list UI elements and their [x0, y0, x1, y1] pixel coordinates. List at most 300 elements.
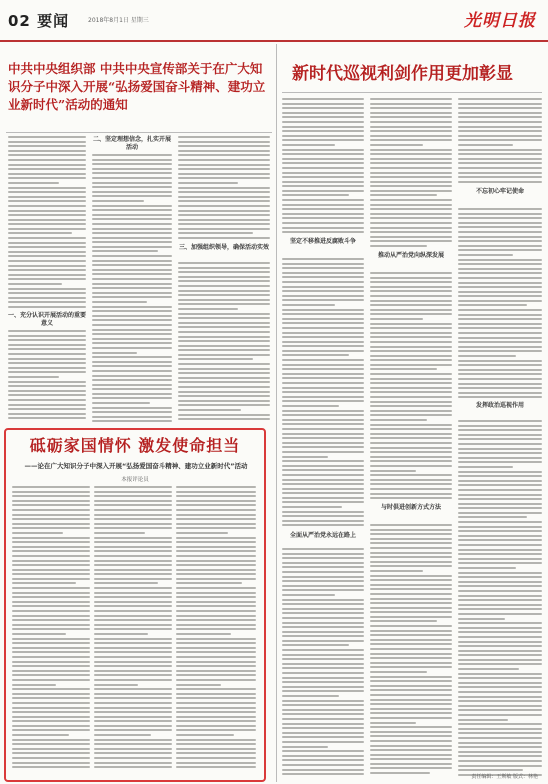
text-line [92, 301, 147, 303]
text-line [282, 350, 364, 352]
text-line [176, 569, 256, 571]
text-line [8, 200, 86, 202]
text-line [282, 387, 364, 389]
text-line [176, 509, 256, 511]
text-line [12, 560, 90, 562]
text-line [176, 684, 221, 686]
text-line [178, 145, 270, 147]
text-block [370, 524, 452, 776]
text-line [92, 292, 172, 294]
text-line [282, 299, 364, 301]
text-line [94, 578, 172, 580]
text-line [178, 322, 270, 324]
text-line [178, 182, 238, 184]
text-line [458, 162, 542, 164]
text-line [370, 488, 452, 490]
text-line [282, 713, 364, 715]
text-line [282, 709, 364, 711]
text-line [370, 419, 427, 421]
text-line [94, 762, 172, 764]
text-line [94, 674, 172, 676]
text-line [282, 135, 364, 137]
text-line [282, 654, 364, 656]
text-line [282, 700, 364, 702]
text-line [370, 547, 452, 549]
text-line [12, 486, 90, 488]
text-line [458, 346, 542, 348]
text-line [282, 672, 364, 674]
text-line [370, 607, 452, 609]
text-line [92, 407, 172, 409]
text-line [370, 405, 452, 407]
text-line [94, 752, 172, 754]
text-line [370, 208, 452, 210]
text-line [458, 696, 542, 698]
text-line [282, 231, 364, 233]
text-line [8, 141, 86, 143]
text-line [8, 191, 86, 193]
text-line [458, 471, 542, 473]
text-line [458, 599, 542, 601]
text-line [370, 295, 452, 297]
text-block [458, 208, 542, 398]
text-line [370, 309, 452, 311]
text-line [458, 295, 542, 297]
text-line [282, 162, 364, 164]
text-line [458, 608, 542, 610]
text-line [282, 488, 364, 490]
text-line [458, 636, 542, 638]
text-line [92, 260, 172, 262]
text-line [458, 172, 542, 174]
text-line [178, 340, 270, 342]
text-line [176, 766, 256, 768]
text-line [370, 680, 452, 682]
text-line [370, 662, 452, 664]
text-line [282, 345, 364, 347]
text-line [370, 387, 452, 389]
text-line [370, 712, 452, 714]
text-line [282, 199, 364, 201]
text-line [282, 400, 364, 402]
text-line [458, 208, 542, 210]
text-line [370, 272, 452, 274]
text-line [458, 709, 542, 711]
text-line [458, 107, 542, 109]
text-line [370, 433, 452, 435]
text-line [458, 323, 542, 325]
text-line [178, 326, 270, 328]
text-block [370, 272, 452, 500]
text-line [176, 725, 256, 727]
text-line [94, 720, 172, 722]
text-line [92, 195, 172, 197]
text-line [8, 339, 86, 341]
text-line [370, 190, 452, 192]
text-line [458, 425, 542, 427]
text-line [370, 368, 437, 370]
text-line [370, 497, 452, 499]
text-line [282, 433, 364, 435]
text-line [458, 769, 523, 771]
text-line [8, 173, 86, 175]
text-line [282, 576, 364, 578]
text-block [178, 136, 270, 240]
text-line [282, 295, 364, 297]
text-line [92, 278, 172, 280]
text-line [176, 578, 256, 580]
text-line [92, 246, 172, 248]
text-line [282, 773, 364, 775]
text-line [94, 739, 172, 741]
text-line [458, 618, 505, 620]
text-line [282, 566, 364, 568]
text-line [94, 628, 172, 630]
text-line [458, 126, 542, 128]
text-line [370, 204, 452, 206]
text-line [282, 126, 364, 128]
text-line [458, 254, 513, 256]
text-line [458, 213, 542, 215]
text-line [178, 349, 270, 351]
text-line [12, 605, 90, 607]
text-line [92, 250, 158, 252]
text-line [12, 523, 90, 525]
text-line [458, 121, 542, 123]
text-line [458, 373, 542, 375]
text-line [458, 277, 542, 279]
text-line [176, 720, 256, 722]
text-line [370, 162, 452, 164]
text-line [370, 332, 452, 334]
text-line [370, 199, 452, 201]
text-line [176, 500, 256, 502]
text-line [370, 671, 427, 673]
text-line [282, 98, 364, 100]
text-line [282, 139, 364, 141]
text-line [12, 711, 90, 713]
text-line [12, 527, 90, 529]
text-line [370, 107, 452, 109]
text-line [282, 571, 364, 573]
text-line [92, 319, 172, 321]
text-line [282, 686, 364, 688]
text-line [8, 205, 86, 207]
text-line [282, 272, 364, 274]
text-line [282, 769, 364, 771]
text-line [282, 208, 364, 210]
text-line [8, 344, 86, 346]
text-line [176, 486, 256, 488]
text-line [176, 587, 256, 589]
text-line [94, 693, 172, 695]
text-line [370, 318, 423, 320]
text-line [94, 486, 172, 488]
text-line [370, 428, 452, 430]
text-line [458, 130, 542, 132]
text-line [8, 159, 86, 161]
text-line [282, 617, 364, 619]
text-line [176, 541, 256, 543]
text-line [282, 396, 364, 398]
text-line [178, 271, 270, 273]
text-line [176, 601, 256, 603]
text-line [370, 391, 452, 393]
text-line [458, 139, 542, 141]
text-line [92, 177, 172, 179]
text-line [176, 518, 256, 520]
text-line [12, 615, 90, 617]
text-line [458, 98, 542, 100]
text-line [92, 269, 172, 271]
text-line [458, 314, 542, 316]
text-line [8, 292, 86, 294]
text-line [458, 461, 542, 463]
text-line [458, 746, 542, 748]
text-line [370, 355, 452, 357]
text-line [12, 739, 90, 741]
text-line [282, 677, 364, 679]
text-line [282, 497, 364, 499]
text-line [8, 330, 86, 332]
text-line [8, 214, 86, 216]
feature-headline[interactable]: 砥砺家国情怀 激发使命担当 [29, 436, 241, 455]
text-line [458, 480, 542, 482]
text-line [370, 758, 452, 760]
text-line [458, 539, 542, 541]
text-line [370, 194, 437, 196]
text-line [94, 569, 172, 571]
text-line [94, 537, 172, 539]
text-line [282, 446, 364, 448]
text-line [458, 420, 542, 422]
text-line [282, 204, 364, 206]
text-line [92, 310, 172, 312]
text-line [458, 217, 542, 219]
text-line [282, 354, 349, 356]
text-line [12, 628, 90, 630]
text-line [94, 711, 172, 713]
text-block [94, 486, 172, 770]
text-line [370, 772, 430, 774]
text-line [178, 308, 238, 310]
text-line [370, 726, 452, 728]
text-line [176, 661, 256, 663]
text-line [176, 665, 256, 667]
section-heading: 发挥政治巡视作用 [475, 402, 524, 409]
text-line [282, 451, 364, 453]
text-line [370, 529, 452, 531]
text-line [94, 541, 172, 543]
text-line [282, 690, 364, 692]
text-line [92, 342, 172, 344]
text-line [178, 381, 270, 383]
text-line [92, 200, 144, 202]
text-line [458, 673, 542, 675]
text-line [94, 619, 172, 621]
text-line [178, 154, 270, 156]
text-line [370, 126, 452, 128]
text-line [92, 411, 172, 413]
text-line [458, 530, 542, 532]
text-line [12, 748, 90, 750]
text-line [458, 434, 542, 436]
text-line [92, 356, 172, 358]
text-line [370, 359, 452, 361]
text-line [458, 544, 542, 546]
text-line [370, 451, 452, 453]
text-line [370, 240, 452, 242]
text-line [282, 755, 364, 757]
text-line [94, 596, 172, 598]
text-line [282, 290, 364, 292]
text-line [176, 693, 256, 695]
text-line [370, 689, 452, 691]
text-line [176, 628, 256, 630]
text-line [458, 737, 542, 739]
text-line [8, 404, 86, 406]
text-line [370, 538, 452, 540]
text-line [94, 734, 151, 736]
text-line [176, 527, 256, 529]
text-line [178, 200, 270, 202]
text-line [458, 304, 527, 306]
text-line [370, 676, 452, 678]
text-line [8, 283, 62, 285]
text-line [176, 642, 256, 644]
text-line [458, 176, 542, 178]
text-line [94, 707, 172, 709]
text-line [92, 338, 172, 340]
text-line [370, 579, 452, 581]
text-line [458, 112, 542, 114]
text-line [282, 309, 364, 311]
text-line [282, 144, 335, 146]
text-block [370, 98, 452, 248]
text-line [94, 743, 172, 745]
text-line [370, 149, 452, 151]
text-line [94, 615, 172, 617]
text-line [458, 144, 513, 146]
text-line [370, 222, 452, 224]
text-line [92, 163, 172, 165]
text-line [176, 716, 256, 718]
text-line [458, 498, 542, 500]
text-line [458, 622, 542, 624]
text-line [458, 309, 542, 311]
text-line [12, 661, 90, 663]
text-line [92, 218, 172, 220]
text-line [176, 573, 256, 575]
text-line [92, 416, 172, 418]
text-block [458, 420, 542, 776]
text-line [8, 353, 86, 355]
text-line [176, 729, 256, 731]
feature-subtitle: ——论在广大知识分子中深入开展“弘扬爱国奋斗精神、建功立业新时代”活动 [24, 462, 248, 470]
text-line [176, 514, 256, 516]
text-line [458, 222, 542, 224]
text-line [94, 518, 172, 520]
text-line [282, 622, 364, 624]
text-line [178, 317, 270, 319]
text-line [370, 153, 452, 155]
text-line [8, 260, 86, 262]
text-line [282, 663, 364, 665]
text-line [282, 469, 364, 471]
text-line [178, 173, 270, 175]
text-line [92, 384, 172, 386]
text-line [94, 647, 172, 649]
text-line [458, 558, 542, 560]
text-line [370, 277, 452, 279]
text-line [370, 588, 452, 590]
text-line [282, 474, 364, 476]
text-line [458, 153, 542, 155]
text-line [370, 313, 452, 315]
text-line [92, 237, 172, 239]
text-line [458, 631, 542, 633]
text-line [178, 363, 270, 365]
text-line [176, 532, 228, 534]
text-line [12, 619, 90, 621]
text-line [370, 620, 437, 622]
text-line [94, 527, 172, 529]
text-line [94, 564, 172, 566]
text-line [8, 274, 86, 276]
text-line [370, 754, 452, 756]
text-line [92, 172, 172, 174]
text-line [458, 507, 542, 509]
text-line [12, 743, 90, 745]
text-line [8, 399, 86, 401]
text-line [282, 746, 328, 748]
text-line [370, 745, 452, 747]
text-line [92, 352, 137, 354]
text-line [176, 702, 256, 704]
text-line [176, 610, 256, 612]
text-line [176, 564, 256, 566]
text-line [282, 718, 364, 720]
text-line [282, 640, 364, 642]
text-line [370, 731, 452, 733]
text-line [94, 573, 172, 575]
section-heading: 一、充分认识开展活动的重要意义 [8, 312, 87, 327]
text-line [370, 666, 452, 668]
text-line [12, 688, 90, 690]
text-line [176, 670, 256, 672]
text-line [282, 153, 364, 155]
text-block [176, 486, 256, 770]
text-line [176, 592, 256, 594]
text-line [178, 336, 270, 338]
text-line [94, 509, 172, 511]
text-line [370, 323, 452, 325]
text-line [458, 691, 542, 693]
text-line [12, 610, 90, 612]
text-line [370, 245, 427, 247]
text-line [94, 605, 172, 607]
text-line [370, 231, 452, 233]
text-line [8, 390, 86, 392]
text-line [178, 205, 270, 207]
text-line [8, 376, 59, 378]
text-line [458, 448, 542, 450]
text-line [282, 227, 364, 229]
text-line [8, 196, 86, 198]
text-line [458, 650, 542, 652]
text-line [458, 364, 542, 366]
text-line [458, 645, 542, 647]
